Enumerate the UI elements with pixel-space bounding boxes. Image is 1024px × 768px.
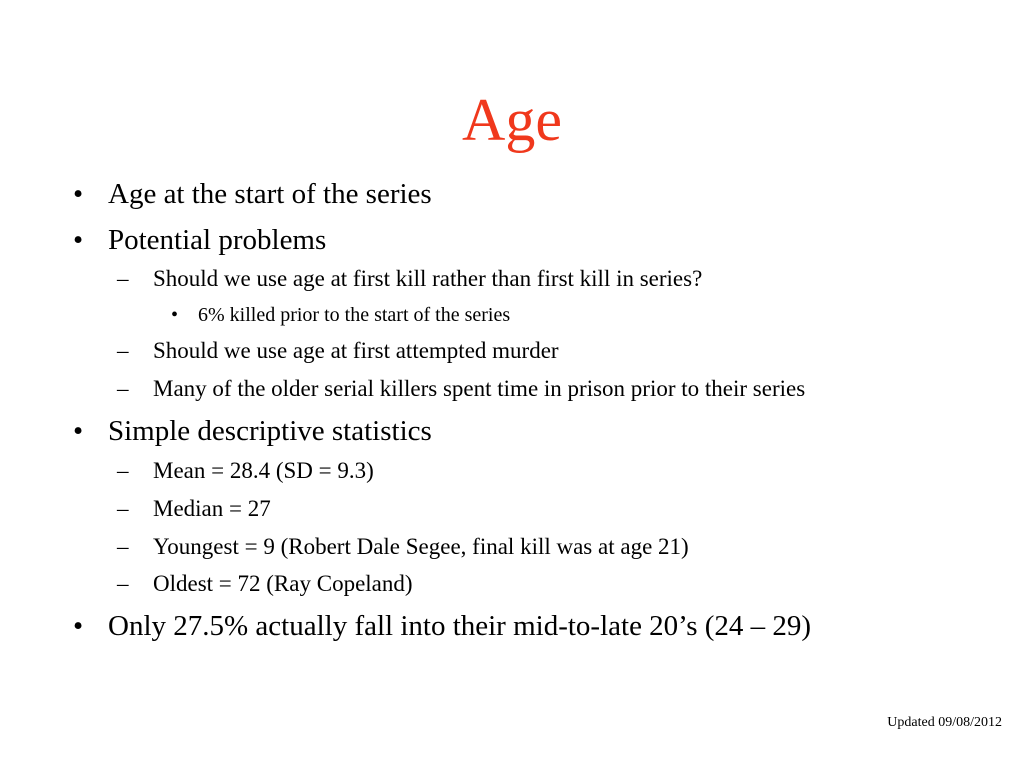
bullet-text: 6% killed prior to the start of the series: [198, 304, 511, 326]
bullet-marker: •: [73, 224, 84, 256]
dash-marker: –: [117, 266, 129, 291]
bullet-text: Mean = 28.4 (SD = 9.3): [153, 458, 374, 483]
dash-marker: –: [117, 534, 129, 559]
dash-marker: –: [117, 496, 129, 521]
sub-bullet-item: [117, 457, 374, 485]
bullet-text: Potential problems: [108, 224, 327, 256]
bullet-item: [73, 222, 327, 258]
sub-bullet-item: [117, 533, 689, 561]
bullet-marker: •: [171, 304, 179, 326]
sub-bullet-item: [117, 495, 271, 523]
sub-bullet-item: [117, 570, 413, 598]
bullet-text: Only 27.5% actually fall into their mid-to-late 20’s (24 – 29): [108, 610, 812, 642]
bullet-item: [73, 413, 432, 449]
dash-marker: –: [117, 571, 129, 596]
bullet-text: Should we use age at first attempted murder: [153, 338, 559, 363]
slide-title: Age: [462, 87, 562, 153]
updated-date-footer: Updated 09/08/2012: [887, 715, 1002, 730]
sub-bullet-item: [117, 337, 559, 365]
bullet-text: Oldest = 72 (Ray Copeland): [153, 571, 413, 596]
bullet-text: Age at the start of the series: [108, 178, 432, 210]
bullet-text: Simple descriptive statistics: [108, 415, 432, 447]
dash-marker: –: [117, 338, 129, 363]
bullet-marker: •: [73, 610, 84, 642]
bullet-text: Many of the older serial killers spent time in prison prior to their series: [153, 376, 806, 401]
bullet-marker: •: [73, 415, 84, 447]
bullet-text: Should we use age at first kill rather than first kill in series?: [153, 266, 703, 291]
bullet-item: [73, 608, 812, 644]
bullet-text: Median = 27: [153, 496, 271, 521]
dash-marker: –: [117, 458, 129, 483]
bullet-item: [73, 176, 432, 212]
sub-bullet-item: [117, 265, 703, 293]
sub-bullet-item: [117, 375, 806, 403]
dash-marker: –: [117, 376, 129, 401]
bullet-text: Youngest = 9 (Robert Dale Segee, final kill was at age 21): [153, 534, 689, 559]
bullet-marker: •: [73, 178, 84, 210]
sub-sub-bullet-item: [171, 303, 511, 327]
